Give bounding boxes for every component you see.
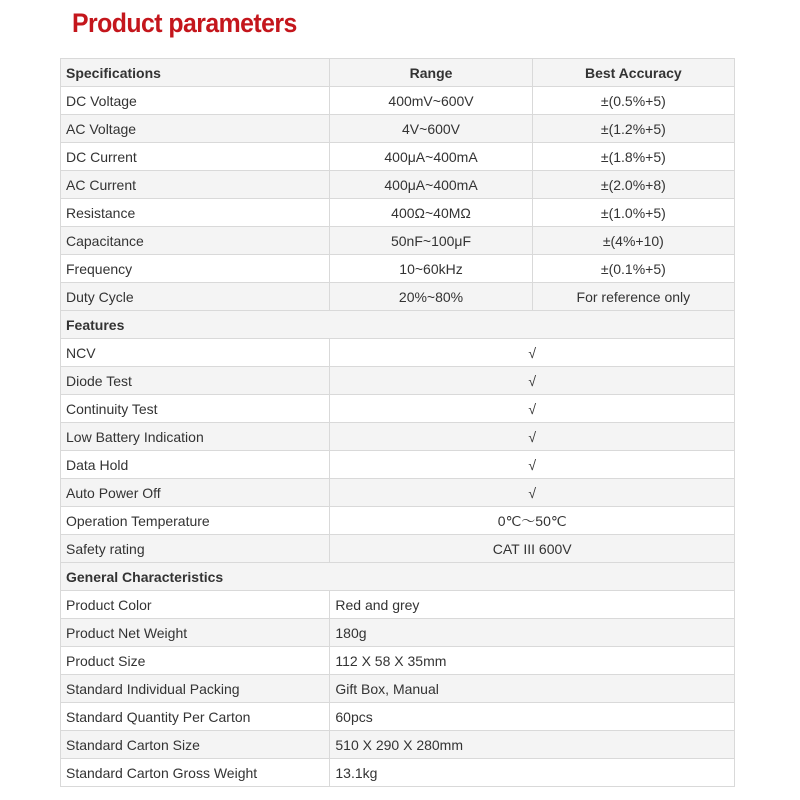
table-row <box>61 115 735 143</box>
general-name: Standard Quantity Per Carton <box>61 703 330 731</box>
table-row <box>61 703 735 731</box>
spec-accuracy: ±(0.1%+5) <box>532 255 734 283</box>
table-row <box>61 395 735 423</box>
feature-value: √ <box>330 423 735 451</box>
spec-range: 400μA~400mA <box>330 143 532 171</box>
spec-range: 50nF~100μF <box>330 227 532 255</box>
general-value: 112 X 58 X 35mm <box>330 647 735 675</box>
feature-value: 0℃～50℃ <box>330 507 735 535</box>
spec-name: AC Current <box>61 171 330 199</box>
header-specifications: Specifications <box>61 59 330 87</box>
table-row <box>61 591 735 619</box>
general-value: 60pcs <box>330 703 735 731</box>
table-row <box>61 87 735 115</box>
section-row-features <box>61 311 735 339</box>
spec-range: 4V~600V <box>330 115 532 143</box>
feature-value: √ <box>330 479 735 507</box>
table-row <box>61 367 735 395</box>
feature-name: Operation Temperature <box>61 507 330 535</box>
general-value: 180g <box>330 619 735 647</box>
header-best-accuracy: Best Accuracy <box>532 59 734 87</box>
parameters-table <box>60 58 735 787</box>
feature-name: Safety rating <box>61 535 330 563</box>
table-row <box>61 143 735 171</box>
general-name: Product Size <box>61 647 330 675</box>
table-row <box>61 479 735 507</box>
spec-accuracy: ±(1.8%+5) <box>532 143 734 171</box>
feature-name: Auto Power Off <box>61 479 330 507</box>
table-row <box>61 283 735 311</box>
section-heading: General Characteristics <box>61 563 735 591</box>
spec-name: DC Current <box>61 143 330 171</box>
general-name: Product Color <box>61 591 330 619</box>
header-range: Range <box>330 59 532 87</box>
page-title: Product parameters <box>72 8 297 38</box>
table-row <box>61 619 735 647</box>
spec-accuracy: ±(1.0%+5) <box>532 199 734 227</box>
general-value: Red and grey <box>330 591 735 619</box>
spec-accuracy: ±(0.5%+5) <box>532 87 734 115</box>
table-row <box>61 227 735 255</box>
feature-value: √ <box>330 451 735 479</box>
feature-value: √ <box>330 339 735 367</box>
feature-value: CAT III 600V <box>330 535 735 563</box>
table-row <box>61 507 735 535</box>
general-name: Standard Carton Size <box>61 731 330 759</box>
general-value: Gift Box, Manual <box>330 675 735 703</box>
feature-name: Diode Test <box>61 367 330 395</box>
feature-name: NCV <box>61 339 330 367</box>
spec-name: Duty Cycle <box>61 283 330 311</box>
spec-name: AC Voltage <box>61 115 330 143</box>
table-header-row <box>61 59 735 87</box>
feature-name: Data Hold <box>61 451 330 479</box>
table-row <box>61 339 735 367</box>
spec-range: 400Ω~40MΩ <box>330 199 532 227</box>
table-row <box>61 451 735 479</box>
spec-accuracy: ±(4%+10) <box>532 227 734 255</box>
spec-name: Capacitance <box>61 227 330 255</box>
spec-accuracy: ±(1.2%+5) <box>532 115 734 143</box>
spec-name: Frequency <box>61 255 330 283</box>
feature-value: √ <box>330 395 735 423</box>
table-row <box>61 675 735 703</box>
feature-name: Low Battery Indication <box>61 423 330 451</box>
spec-accuracy: For reference only <box>532 283 734 311</box>
section-row-general <box>61 563 735 591</box>
table-row <box>61 255 735 283</box>
general-name: Standard Individual Packing <box>61 675 330 703</box>
table-row <box>61 759 735 787</box>
spec-range: 20%~80% <box>330 283 532 311</box>
general-name: Product Net Weight <box>61 619 330 647</box>
section-heading: Features <box>61 311 735 339</box>
table-row <box>61 535 735 563</box>
table-row <box>61 731 735 759</box>
table-row <box>61 647 735 675</box>
spec-range: 400μA~400mA <box>330 171 532 199</box>
table-row <box>61 171 735 199</box>
table-row <box>61 423 735 451</box>
feature-value: √ <box>330 367 735 395</box>
spec-range: 400mV~600V <box>330 87 532 115</box>
feature-name: Continuity Test <box>61 395 330 423</box>
table-row <box>61 199 735 227</box>
spec-name: Resistance <box>61 199 330 227</box>
general-value: 510 X 290 X 280mm <box>330 731 735 759</box>
spec-name: DC Voltage <box>61 87 330 115</box>
spec-range: 10~60kHz <box>330 255 532 283</box>
spec-accuracy: ±(2.0%+8) <box>532 171 734 199</box>
general-name: Standard Carton Gross Weight <box>61 759 330 787</box>
general-value: 13.1kg <box>330 759 735 787</box>
